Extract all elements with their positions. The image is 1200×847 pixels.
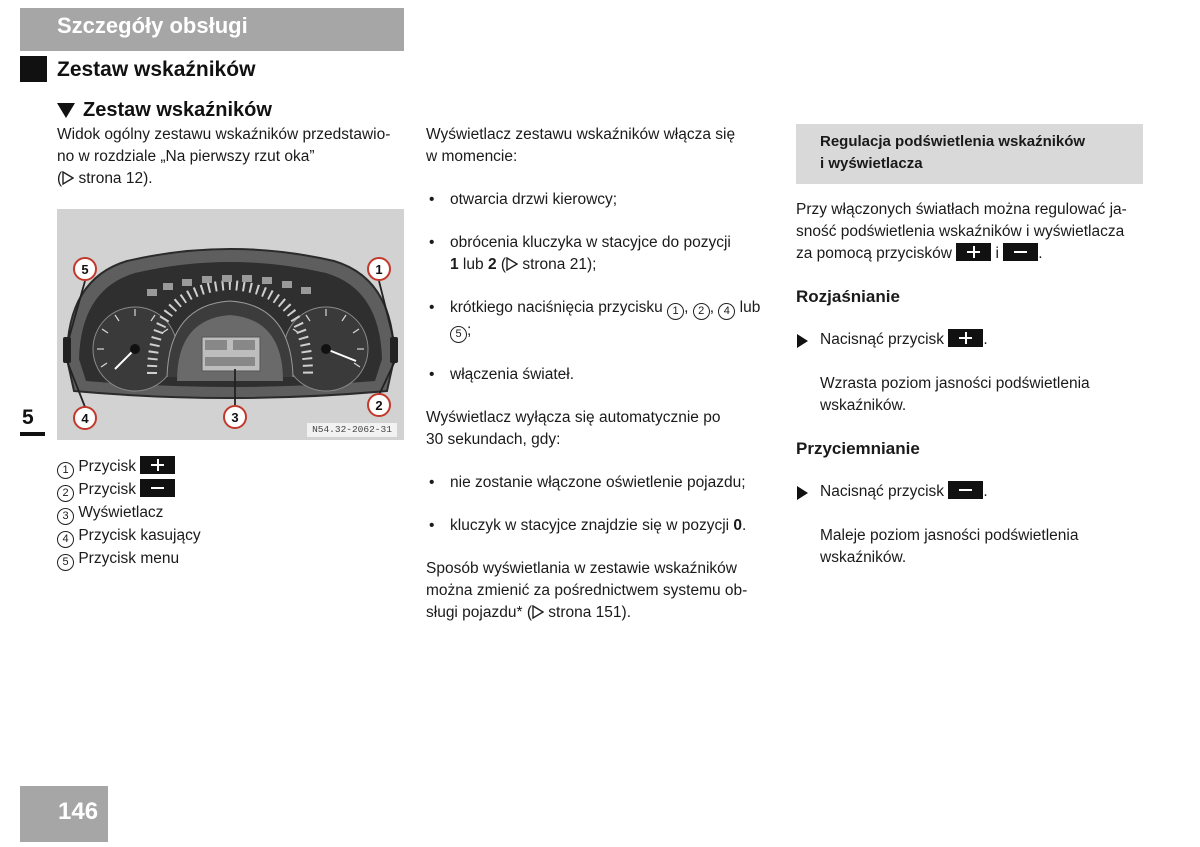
text-line: w momencie: — [426, 148, 518, 165]
plus-button-icon — [956, 243, 991, 261]
text: za pomocą przycisków — [796, 245, 957, 262]
text-line: Przy włączonych światłach można regulować ja- — [796, 201, 1127, 218]
page-number: 146 — [58, 798, 99, 825]
legend-label: Przycisk kasujący — [78, 527, 201, 544]
column-1 — [57, 124, 407, 190]
callout-2 — [368, 394, 390, 416]
intro-line: Widok ogólny zestawu wskaźników przedstawio- — [57, 126, 391, 143]
text: i — [991, 245, 1004, 262]
paragraph — [796, 199, 1146, 265]
minus-button-icon — [1003, 243, 1038, 261]
button-number: 1 — [667, 303, 684, 320]
legend-item — [57, 479, 397, 502]
minus-button-icon — [140, 479, 175, 497]
callout-1 — [368, 258, 390, 280]
page-ref-text: strona 151). — [543, 604, 632, 621]
page-ref-triangle-icon — [532, 605, 544, 619]
figure-code: N54.32-2062-31 — [307, 423, 397, 437]
text-line: Sposób wyświetlania w zestawie wskaźników — [426, 560, 737, 577]
result-text — [796, 525, 1146, 569]
heading-brighten: Rozjaśnianie — [796, 287, 900, 306]
text-line: 30 sekundach, gdy: — [426, 431, 561, 448]
section-title: Szczegóły obsługi — [57, 13, 248, 38]
text-line — [450, 320, 776, 343]
text: , — [709, 299, 719, 316]
column-2 — [426, 124, 776, 624]
position-number: 1 — [450, 256, 459, 273]
page-ref-triangle-icon — [62, 171, 74, 185]
svg-text:2: 2 — [375, 398, 383, 413]
action-step — [796, 329, 1146, 351]
text-line: Wzrasta poziom jasności podświetlenia — [820, 375, 1090, 392]
text: kluczyk w stacyjce znajdzie się w pozycji — [450, 517, 734, 534]
text-line: Maleje poziom jasności podświetlenia — [820, 527, 1079, 544]
text-line: sność podświetlenia wskaźników i wyświetlacza — [796, 223, 1125, 240]
page-ref-text: strona 12). — [74, 170, 153, 187]
legend-number: 3 — [57, 508, 74, 525]
text-line: wskaźników. — [820, 549, 907, 566]
text-line: • obrócenia kluczyka w stacyjce do pozycji — [450, 234, 731, 251]
info-box — [796, 124, 1143, 184]
text: włączenia świateł. — [450, 366, 575, 383]
info-box-line: Regulacja podświetlenia wskaźników — [820, 133, 1086, 150]
bullet-item — [426, 297, 776, 343]
text: . — [1038, 245, 1043, 262]
text: Nacisnąć przycisk — [820, 483, 949, 500]
page-ref-triangle-icon — [506, 257, 518, 271]
text: . — [742, 517, 747, 534]
triangle-down-icon — [57, 103, 75, 118]
info-box-line: i wyświetlacza — [820, 155, 923, 172]
button-number: 4 — [718, 303, 735, 320]
minus-button-icon — [948, 481, 983, 499]
heading-dim: Przyciemnianie — [796, 439, 920, 458]
legend-label: Przycisk menu — [78, 550, 180, 567]
text: sługi pojazdu* ( — [426, 604, 532, 621]
text-line: Wyświetlacz wyłącza się automatycznie po — [426, 409, 721, 426]
text: . — [983, 483, 988, 500]
text: krótkiego naciśnięcia przycisku — [450, 299, 668, 316]
chapter-number: 5 — [22, 406, 34, 429]
text: ( — [496, 256, 507, 273]
text-line: Wyświetlacz zestawu wskaźników włącza się — [426, 126, 736, 143]
svg-text:3: 3 — [231, 410, 239, 425]
intro-line — [57, 168, 407, 190]
legend-label: Wyświetlacz — [78, 504, 164, 521]
legend-item — [57, 502, 397, 525]
callout-5 — [74, 258, 96, 280]
callout-3 — [224, 406, 246, 428]
figure-legend — [57, 456, 397, 571]
text-line — [450, 297, 776, 320]
legend-item — [57, 525, 397, 548]
paragraph — [426, 407, 776, 451]
position-number: 2 — [487, 256, 497, 273]
paragraph — [426, 558, 776, 624]
text: lub — [735, 299, 761, 316]
text-line — [796, 243, 1146, 265]
bullet-list — [426, 189, 776, 386]
legend-label: Przycisk — [78, 458, 137, 475]
text: otwarcia drzwi kierowcy; — [450, 191, 618, 208]
text: Nacisnąć przycisk — [820, 331, 949, 348]
text: . — [983, 331, 988, 348]
action-step — [796, 481, 1146, 503]
text: ; — [467, 322, 472, 339]
bullet-list — [426, 472, 776, 537]
intro-line: no w rozdziale „Na pierwszy rzut oka” — [57, 148, 315, 165]
legend-number: 5 — [57, 554, 74, 571]
subsection-marker — [20, 56, 47, 82]
topic-title-text: Zestaw wskaźników — [83, 99, 272, 121]
legend-number: 2 — [57, 485, 74, 502]
legend-number: 1 — [57, 462, 74, 479]
text-line: można zmienić za pośrednictwem systemu ob- — [426, 582, 748, 599]
legend-label: Przycisk — [78, 481, 137, 498]
page-ref-text: strona 21); — [518, 256, 597, 273]
legend-item — [57, 548, 397, 571]
bullet-item — [426, 515, 776, 537]
instrument-cluster-illustration — [57, 209, 404, 440]
bullet-item — [426, 189, 776, 211]
bullet-item — [426, 232, 776, 276]
svg-text:4: 4 — [81, 411, 89, 426]
bullet-item — [426, 472, 776, 494]
text: ( — [57, 170, 63, 187]
svg-text:1: 1 — [375, 262, 383, 277]
callout-4 — [74, 407, 96, 429]
button-number: 2 — [693, 303, 710, 320]
text-line: wskaźników. — [820, 397, 907, 414]
intro-paragraph — [57, 124, 407, 190]
arrow-right-icon — [797, 486, 808, 500]
legend-number: 4 — [57, 531, 74, 548]
text: , — [684, 299, 693, 316]
chapter-underline — [20, 432, 45, 436]
button-number: 5 — [450, 326, 467, 343]
svg-text:5: 5 — [81, 262, 89, 277]
text: lub — [458, 256, 488, 273]
paragraph — [426, 124, 776, 168]
text-line — [426, 602, 776, 624]
instrument-cluster-figure — [57, 209, 404, 440]
topic-title — [57, 96, 272, 124]
result-text — [796, 373, 1146, 417]
legend-item — [57, 456, 397, 479]
subsection-title: Zestaw wskaźników — [57, 58, 256, 81]
arrow-right-icon — [797, 334, 808, 348]
position-number: 0 — [733, 517, 743, 534]
text: nie zostanie włączone oświetlenie pojazdu; — [450, 474, 746, 491]
text-line — [450, 254, 776, 276]
bullet-item — [426, 364, 776, 386]
plus-button-icon — [948, 329, 983, 347]
plus-button-icon — [140, 456, 175, 474]
column-3 — [796, 124, 1146, 569]
